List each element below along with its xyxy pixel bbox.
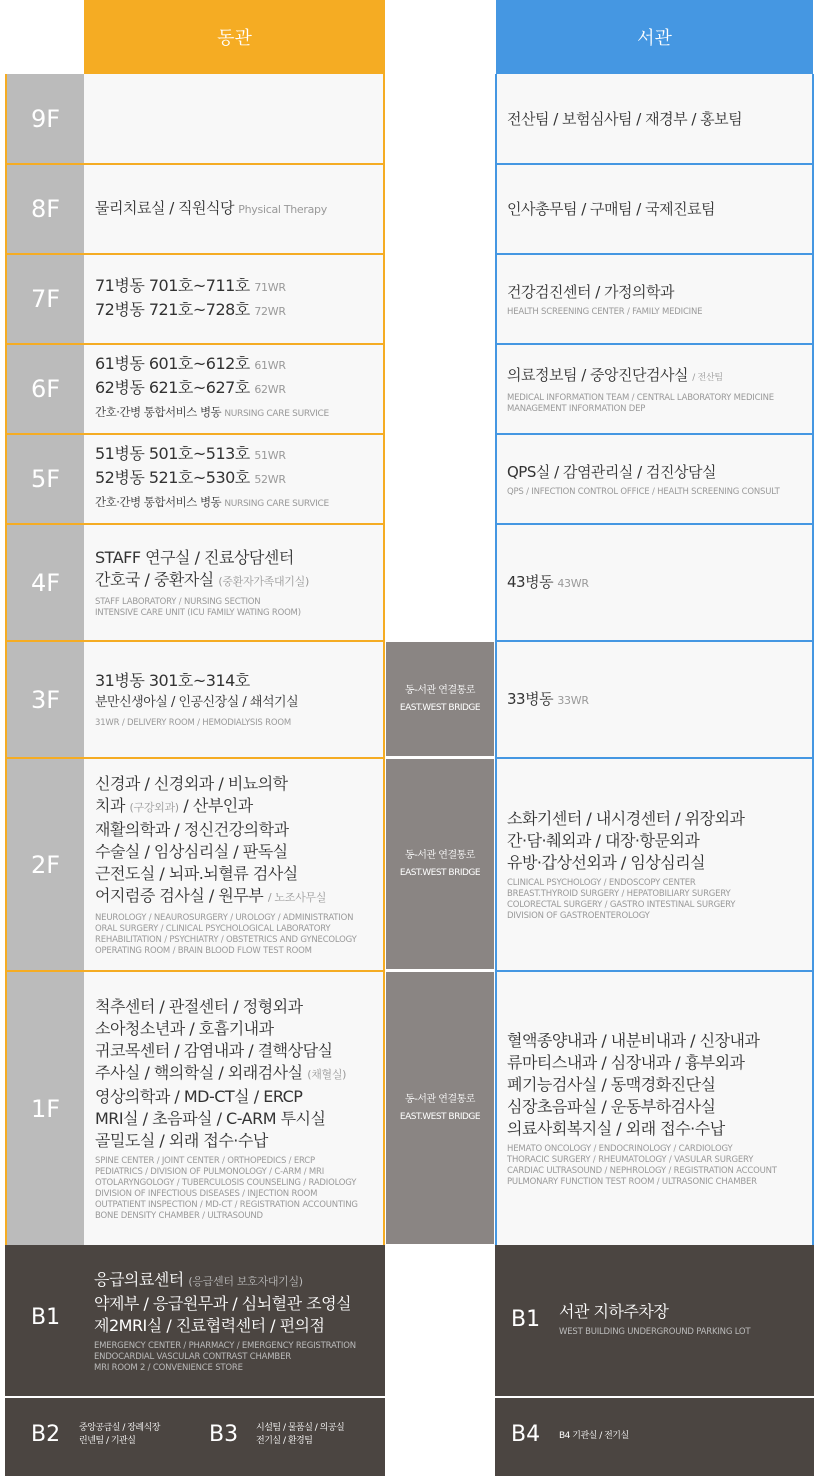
east-1f-en: SPINE CENTER / JOINT CENTER / ORTHOPEDICS / ERCP <box>95 1155 315 1166</box>
west-b4 <box>495 1398 814 1476</box>
east-header-title: 동관 <box>217 28 252 49</box>
east-7f-line1: 71병동 701호~711호 <box>95 276 250 295</box>
east-1f-line: MRI실 / 초음파실 / C-ARM 투시실 <box>95 1108 326 1128</box>
east-2f-line: 어지럼증 검사실 / 원무부 <box>95 885 264 905</box>
east-b2-b3 <box>5 1398 385 1476</box>
east-4f-en2: INTENSIVE CARE UNIT (ICU FAMILY WATING ROOM) <box>95 607 301 618</box>
west-7f-en: HEALTH SCREENING CENTER / FAMILY MEDICINE <box>507 306 703 317</box>
floor-label-text: 6F <box>30 375 61 403</box>
west-9f-text: 전산팀 / 보험심사팀 / 재경부 / 홍보팀 <box>507 109 743 128</box>
east-1f <box>84 972 383 1245</box>
b2-line2: 린넨팀 / 기관실 <box>79 1436 136 1446</box>
east-5f-line2: 52병동 521호~530호 <box>95 468 250 487</box>
east-2f-line: 수술실 / 임상심리실 / 판독실 <box>95 841 288 861</box>
east-3f-line2: 분만신생아실 / 인공신장실 / 쇄석기실 <box>95 695 299 710</box>
b4-line1: B4 기관실 / 전기실 <box>559 1431 629 1441</box>
bridge-2f <box>386 759 494 969</box>
west-4f <box>497 525 812 640</box>
east-2f-line: / 산부인과 <box>183 795 253 815</box>
bridge-label-en: EAST.WEST BRIDGE <box>399 703 481 713</box>
floor-label-text: 3F <box>30 685 61 714</box>
west-1f-line: 혈액종양내과 / 내분비내과 / 신장내과 <box>507 1030 760 1050</box>
west-8f-text: 인사총무팀 / 구매팀 / 국제진료팀 <box>507 200 716 218</box>
east-4f-en1: STAFF LABORATORY / NURSING SECTION <box>95 596 261 607</box>
east-3f-en: 31WR / DELIVERY ROOM / HEMODIALYSIS ROOM <box>95 718 291 728</box>
west-b1-text: 서관 지하주차장 <box>559 1302 669 1321</box>
east-6f-line1: 61병동 601호~612호 <box>95 354 250 373</box>
bridge-label-ko: 동-서관 연결통로 <box>405 685 475 696</box>
west-2f-en: CLINICAL PSYCHOLOGY / ENDOSCOPY CENTER <box>507 877 696 888</box>
east-1f-en: OTOLARYNGOLOGY / TUBERCULOSIS COUNSELING / RADIOLOGY <box>95 1177 357 1188</box>
bridge-label-en: EAST.WEST BRIDGE <box>399 1112 481 1122</box>
east-6f-line3: 간호·간병 통합서비스 병동 <box>95 405 222 419</box>
west-5f <box>497 435 812 523</box>
east-2f-en: OPERATING ROOM / BRAIN BLOOD FLOW TEST ROOM <box>95 945 312 956</box>
west-1f-line: 심장초음파실 / 운동부하검사실 <box>507 1096 716 1116</box>
east-4f <box>84 525 383 640</box>
east-3f <box>84 642 383 757</box>
floor-label-text: 9F <box>30 104 61 133</box>
east-4f-line1: STAFF 연구실 / 진료상담센터 <box>95 547 294 567</box>
east-b1-line1: 응급의료센터 <box>94 1270 184 1289</box>
east-1f-line: 소아청소년과 / 호흡기내과 <box>95 1018 274 1038</box>
west-9f <box>497 74 812 163</box>
west-1f-line: 의료사회복지실 / 외래 접수·수납 <box>507 1118 725 1138</box>
ward-code: 52WR <box>254 473 286 486</box>
west-4f-text: 43병동 <box>507 572 554 591</box>
nursing-en: NURSING CARE SURVICE <box>224 499 329 509</box>
b3-line1: 시설팀 / 물품실 / 의공실 <box>256 1423 345 1433</box>
east-1f-en: PEDIATRICS / DIVISION OF PULMONOLOGY / C-ARM / MRI <box>95 1166 325 1177</box>
west-7f-text: 건강검진센터 / 가정의학과 <box>507 282 674 301</box>
east-2f-line: 치과 <box>95 795 125 815</box>
west-7f <box>497 255 812 343</box>
west-6f-sub: / 전산팀 <box>692 372 723 383</box>
west-2f-line: 유방·갑상선외과 / 임상심리실 <box>507 852 706 872</box>
west-6f-en2: MANAGEMENT INFORMATION DEP <box>507 403 646 414</box>
west-5f-text: QPS실 / 감염관리실 / 검진상담실 <box>507 462 716 481</box>
east-2f-sub: (구강외과) <box>129 800 179 814</box>
east-1f-sub: (채혈실) <box>307 1067 347 1081</box>
west-b1-en: WEST BUILDING UNDERGROUND PARKING LOT <box>559 1327 751 1337</box>
east-b1-line3: 제2MRI실 / 진료협력센터 / 편의점 <box>94 1316 325 1335</box>
east-1f-en: BONE DENSITY CHAMBER / ULTRASOUND <box>95 1210 263 1221</box>
b2-line1: 중앙공급실 / 장례식장 <box>79 1423 161 1433</box>
east-b1-en: MRI ROOM 2 / CONVENIENCE STORE <box>94 1363 243 1373</box>
floor-label-text: 5F <box>30 465 61 493</box>
east-3f-line1: 31병동 301호~314호 <box>95 671 250 690</box>
east-building-header <box>84 0 385 74</box>
floor-label-text: 4F <box>30 568 61 597</box>
east-7f-line2: 72병동 721호~728호 <box>95 300 250 319</box>
floor-label-text: 8F <box>30 195 61 223</box>
bridge-3f <box>386 642 494 756</box>
west-5f-en: QPS / INFECTION CONTROL OFFICE / HEALTH SCREENING CONSULT <box>507 486 780 497</box>
east-2f <box>84 759 383 970</box>
east-4f-line2: 간호국 / 중환자실 <box>95 569 214 589</box>
floor-label-text: 1F <box>30 1094 61 1123</box>
west-1f-en: CARDIAC ULTRASOUND / NEPHROLOGY / REGISTRATION ACCOUNT <box>507 1165 777 1176</box>
east-1f-en: DIVISION OF INFECTIOUS DISEASES / INJECTION ROOM <box>95 1188 318 1199</box>
east-8f-sub: Physical Therapy <box>238 203 327 216</box>
east-1f-line: 귀코목센터 / 감염내과 / 결핵상담실 <box>95 1040 333 1060</box>
west-b1 <box>495 1245 814 1396</box>
west-8f <box>497 165 812 253</box>
bridge-label-en: EAST.WEST BRIDGE <box>399 868 481 878</box>
bridge-1f <box>386 972 494 1244</box>
west-2f-line: 간·담·췌외과 / 대장·항문외과 <box>507 830 700 850</box>
west-2f-en: DIVISION OF GASTROENTEROLOGY <box>507 910 650 921</box>
east-1f-line: 영상의학과 / MD-CT실 / ERCP <box>95 1086 303 1106</box>
bridge-label-ko: 동-서관 연결통로 <box>405 1094 475 1105</box>
west-2f-en: BREAST.THYROID SURGERY / HEPATOBILIARY SURGERY <box>507 888 731 899</box>
floor-label-text: 2F <box>30 850 61 879</box>
east-1f-line: 주사실 / 핵의학실 / 외래검사실 <box>95 1062 303 1082</box>
west-3f <box>497 642 812 757</box>
west-2f <box>497 759 812 970</box>
west-header-title: 서관 <box>637 28 672 49</box>
floor-label-2f <box>7 759 84 970</box>
west-1f-en: HEMATO ONCOLOGY / ENDOCRINOLOGY / CARDIOLOGY <box>507 1143 733 1154</box>
west-1f-en: THORACIC SURGERY / RHEUMATOLOGY / VASULAR SURGERY <box>507 1154 754 1165</box>
west-6f <box>497 345 812 433</box>
floor-label-6f <box>7 345 84 433</box>
east-8f <box>84 165 383 253</box>
east-b1-en: ENDOCARDIAL VASCULAR CONTRAST CHAMBER <box>94 1352 291 1362</box>
floor-label-1f <box>7 972 84 1245</box>
floor-label-7f <box>7 255 84 343</box>
east-7f <box>84 255 383 343</box>
floor-label-8f <box>7 165 84 253</box>
east-b1-line2: 약제부 / 응급원무과 / 심뇌혈관 조영실 <box>94 1294 352 1313</box>
ward-code: 51WR <box>254 449 286 462</box>
floor-label-b3: B3 <box>209 1422 239 1447</box>
b3-line2: 전기실 / 환경팀 <box>256 1436 313 1446</box>
west-1f-en: PULMONARY FUNCTION TEST ROOM / ULTRASONIC CHAMBER <box>507 1176 757 1187</box>
floor-label-3f <box>7 642 84 757</box>
east-2f-en: ORAL SURGERY / CLINICAL PSYCHOLOGICAL LABORATORY <box>95 923 331 934</box>
east-1f-line: 척추센터 / 관절센터 / 정형외과 <box>95 996 303 1016</box>
west-1f-line: 류마티스내과 / 심장내과 / 흉부외과 <box>507 1052 745 1072</box>
floor-label-b2: B2 <box>31 1422 61 1447</box>
ward-code: 72WR <box>254 305 286 318</box>
ward-code: 43WR <box>557 576 589 590</box>
west-1f-line: 폐기능검사실 / 동맥경화진단실 <box>507 1074 716 1094</box>
ward-code: 61WR <box>254 359 286 372</box>
east-b1 <box>5 1245 385 1396</box>
ward-code: 33WR <box>557 693 589 707</box>
east-9f <box>84 74 383 163</box>
floor-label-4f <box>7 525 84 640</box>
east-b1-sub: (응급센터 보호자대기실) <box>188 1275 303 1288</box>
east-6f <box>84 345 383 433</box>
east-b1-en: EMERGENCY CENTER / PHARMACY / EMERGENCY REGISTRATION <box>94 1341 356 1351</box>
east-2f-en: NEUROLOGY / NEAUROSURGERY / UROLOGY / ADMINISTRATION <box>95 912 354 923</box>
east-4f-sub: (중환자가족대기실) <box>218 574 309 588</box>
floor-label-b4: B4 <box>511 1422 541 1447</box>
floor-label-5f <box>7 435 84 523</box>
east-2f-line: 근전도실 / 뇌파.뇌혈류 검사실 <box>95 863 298 883</box>
west-1f <box>497 972 812 1245</box>
floor-label-text: 7F <box>30 285 61 313</box>
east-2f-line: 재활의학과 / 정신건강의학과 <box>95 819 289 839</box>
west-3f-text: 33병동 <box>507 689 554 708</box>
east-5f-line3: 간호·간병 통합서비스 병동 <box>95 495 222 509</box>
east-2f-line: 신경과 / 신경외과 / 비뇨의학 <box>95 773 288 793</box>
west-2f-en: COLORECTAL SURGERY / GASTRO INTESTINAL SURGERY <box>507 899 736 910</box>
west-6f-en1: MEDICAL INFORMATION TEAM / CENTRAL LABORATORY MEDICINE <box>507 392 774 403</box>
east-5f <box>84 435 383 523</box>
east-2f-sub: / 노조사무실 <box>267 890 327 904</box>
east-1f-en: OUTPATIENT INSPECTION / MD-CT / REGISTRATION ACCOUNTING <box>95 1199 358 1210</box>
ward-code: 71WR <box>254 281 286 294</box>
east-6f-line2: 62병동 621호~627호 <box>95 378 250 397</box>
east-5f-line1: 51병동 501호~513호 <box>95 444 250 463</box>
floor-label-west-b1: B1 <box>511 1307 541 1332</box>
floor-label-b1: B1 <box>31 1305 61 1330</box>
west-6f-text: 의료정보팀 / 중앙진단검사실 <box>507 365 688 384</box>
floor-label-9f <box>7 74 84 163</box>
nursing-en: NURSING CARE SURVICE <box>224 409 329 419</box>
bridge-label-ko: 동-서관 연결통로 <box>405 850 475 861</box>
ward-code: 62WR <box>254 383 286 396</box>
east-2f-en: REHABILITATION / PSYCHIATRY / OBSTETRICS AND GYNECOLOGY <box>95 934 357 945</box>
east-1f-line: 골밀도실 / 외래 접수·수납 <box>95 1130 268 1150</box>
west-2f-line: 소화기센터 / 내시경센터 / 위장외과 <box>507 808 745 828</box>
west-building-header <box>496 0 813 74</box>
east-8f-text: 물리치료실 / 직원식당 <box>95 199 235 217</box>
